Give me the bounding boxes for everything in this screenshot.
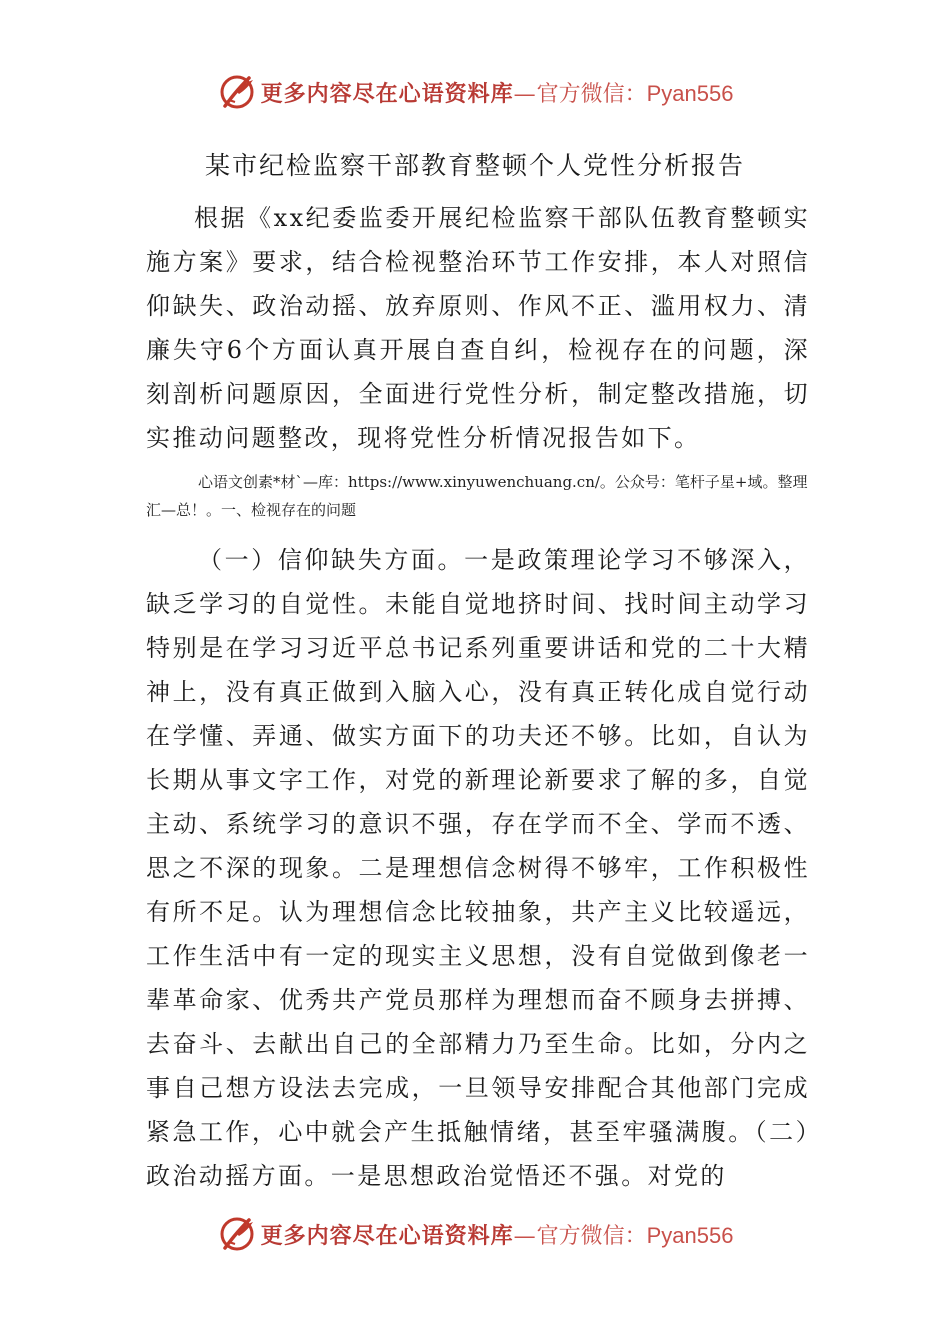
banner-main-text: 更多内容尽在心语资料库 [260,1222,514,1249]
banner-dash: — [513,81,537,107]
intro-paragraph: 根据《xx纪委监委开展纪检监察干部队伍教育整顿实施方案》要求，结合检视整治环节工作安排，本人对照信仰缺失、政治动摇、放弃原则、作风不正、滥用权力、清廉失守6个方面认真开展自查自纠，检视存在的问题，深刻剖析问题原因，全面进行党性分析，制定整改措施，切实推动问题整改，现将党性分析情况报告如下。 [146,204,810,452]
source-note: 心语文创素*材`—库：https://www.xinyuwenchuang.cn/。公众号：笔杆子星+域。整理汇—总！。一、检视存在的问题 [146,473,808,519]
banner-wechat-text: 官方微信：Pyan556 [536,80,734,106]
section-paragraph: （一）信仰缺失方面。一是政策理论学习不够深入，缺乏学习的自觉性。未能自觉地挤时间、找时间主动学习特别是在学习习近平总书记系列重要讲话和党的二十大精神上，没有真正做到入脑入心，没有真正转化成自觉行动在学懂、弄通、做实方面下的功夫还不够。比如，自认为长期从事文字工作，对党的新理论新要求了解的多，自觉主动、系统学习的意识不强，存在学而不全、学而不透、思之不深的现象。二是理想信念树得不够牢，工作积极性有所不足。认为理想信念比较抽象，共产主义比较遥远，工作生活中有一定的现实主义思想，没有自觉做到像老一辈革命家、优秀共产党员那样为理想而奋不顾身去拼搏、去奋斗、去献出自己的全部精力乃至生命。比如，分内之事自己想方设法去完成，一旦领导安排配合其他部门完成紧急工作，心中就会产生抵触情绪，甚至牢骚满腹。（二）政治动摇方面。一是思想政治觉悟还不强。对党的 [146,546,810,1190]
header-banner [0,70,950,114]
banner-text [261,77,734,108]
banner-main-text: 更多内容尽在心语资料库 [260,80,514,107]
footer-banner [0,1212,950,1256]
document-title: 某市纪检监察干部教育整顿个人党性分析报告 [204,151,745,180]
quill-logo-icon [217,72,257,112]
banner-text [261,1219,734,1250]
quill-logo-icon [217,1214,257,1254]
banner-dash: — [513,1223,537,1249]
banner-wechat-text: 官方微信：Pyan556 [536,1222,734,1248]
